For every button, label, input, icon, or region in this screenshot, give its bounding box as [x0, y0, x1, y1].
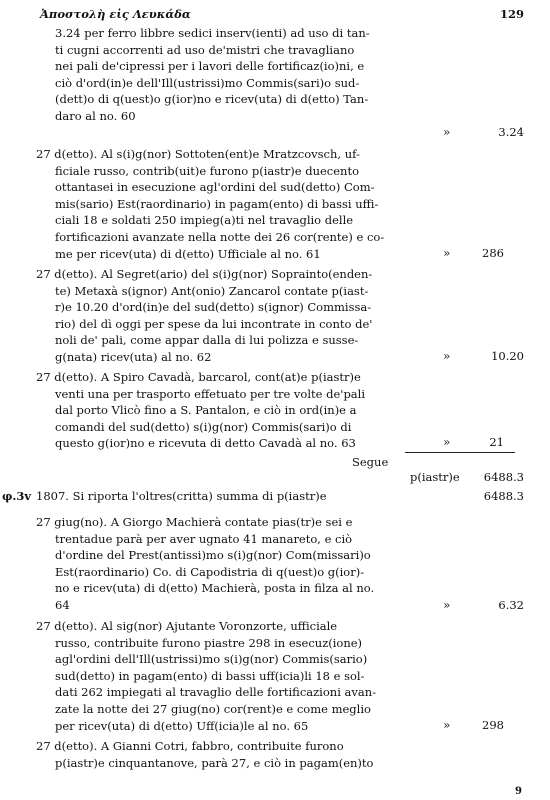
entry-line: 3.24 per ferro libbre sedici inserv(ienti) ad uso di tan- — [55, 26, 370, 40]
entry-line: agl'ordini dell'Ill(ustrissi)mo s(i)g(nor) Commis(sario) — [55, 652, 368, 667]
entry-line: p(iastr)e cinquantanove, parà 27, e ciò in pagam(en)to — [55, 755, 374, 770]
page-number: 129 — [500, 7, 525, 21]
entry-line: 27 d(etto). Al sig(nor) Ajutante Voronzorte, ufficiale — [36, 619, 338, 633]
entry-line: questo g(ior)no e ricevuta di detto Cavadà al no. 63 — [55, 436, 356, 451]
entry-line: dal porto Vlicò fino a S. Pantalon, e ciò in ord(in)e a — [55, 403, 357, 418]
guillemet-mark: » — [443, 125, 451, 139]
entry-line: te) Metaxà s(ignor) Ant(onio) Zancarol contate p(iast- — [55, 283, 369, 298]
ledger-entry-61 — [36, 146, 396, 262]
entry-line: nei pali de'cipressi per i lavori delle fortificaz(io)ni, e — [55, 59, 365, 74]
entry-amount: 286 — [482, 246, 504, 260]
ledger-entry-60 — [55, 25, 385, 125]
entry-line: d'ordine del Prest(antissi)mo s(i)g(nor) Com(missari)o — [55, 548, 371, 563]
carry-forward-amount: 6488.3 — [483, 489, 524, 503]
entry-line: dati 262 impiegati al travaglio delle fortificazioni avan- — [55, 685, 377, 700]
entry-line: ficiale russo, contrib(uit)e furono p(iastr)e duecento — [55, 163, 359, 178]
entry-line: g(nata) ricev(uta) al no. 62 — [55, 349, 212, 364]
entry-line: r)e 10.20 d'ord(in)e del sud(detto) s(ignor) Commissa- — [55, 300, 372, 315]
ledger-entry-cotri — [36, 738, 396, 771]
entry-line: 27 d(etto). Al Segret(ario) del s(i)g(nor) Soprainto(enden- — [36, 267, 373, 281]
entry-line: russo, contribuite furono piastre 298 in esecuz(ione) — [55, 635, 363, 650]
entry-amount: 21 — [489, 435, 504, 449]
entry-line: trentadue parà per aver ugnato 41 manareto, e ciò — [55, 531, 353, 546]
entry-line: 27 d(etto). Al s(i)g(nor) Sottoten(ent)e Mratzcovsch, uf- — [36, 147, 360, 161]
entry-line: noli de' pali, come appar dalla di lui polizza e susse- — [55, 333, 359, 348]
entry-amount: 6.32 — [498, 598, 524, 612]
entry-line: per ricev(uta) di d(etto) Uff(icia)le al no. 65 — [55, 718, 309, 733]
folio-marker: φ.3v — [2, 489, 32, 503]
entry-line: zate la notte dei 27 giug(no) cor(rent)e e come meglio — [55, 701, 371, 716]
entry-line: 27 giug(no). A Giorgo Machierà contate pias(tr)e sei e — [36, 515, 353, 529]
entry-line: no e ricev(uta) di d(etto) Machierà, posta in filza al no. — [55, 581, 375, 596]
entry-amount: 3.24 — [498, 125, 524, 139]
total-rule — [405, 452, 515, 453]
guillemet-mark: » — [443, 246, 451, 260]
guillemet-mark: » — [443, 718, 451, 732]
entry-line: ottantasei in esecuzione agl'ordini del sud(detto) Com- — [55, 180, 375, 195]
entry-line: 27 d(etto). A Gianni Cotri, fabbro, contribuite furono — [36, 739, 344, 753]
entry-line: venti una per trasporto effetuato per tre volte de'pali — [55, 386, 366, 401]
entry-amount: 10.20 — [491, 349, 524, 363]
entry-line: 64 — [55, 597, 70, 612]
entry-line: ciò d'ord(in)e dell'Ill(ustrissi)mo Commis(sari)o sud- — [55, 75, 360, 90]
entry-line: sud(detto) in pagam(ento) di bassi uff(icia)li 18 e sol- — [55, 668, 365, 683]
entry-line: ciali 18 e soldati 250 impieg(a)ti nel travaglio delle — [55, 213, 354, 228]
ledger-entry-64 — [36, 514, 396, 614]
guillemet-mark: » — [443, 349, 451, 363]
entry-line: daro al no. 60 — [55, 108, 136, 123]
segue-currency: p(iastr)e — [410, 470, 460, 484]
running-title: Ἀποστολὴ εἰς Λευκάδα — [40, 7, 191, 21]
signature-mark: 9 — [515, 786, 522, 797]
entry-line: ti cugni accorrenti ad uso de'mistri che travagliano — [55, 42, 355, 57]
ledger-entry-65 — [36, 618, 396, 734]
entry-line: 27 d(etto). A Spiro Cavadà, barcarol, cont(at)e p(iastr)e — [36, 370, 361, 384]
carry-forward-text: 1807. Si riporta l'oltres(critta) summa di p(iastr)e — [36, 489, 327, 503]
entry-line: rio) del dì oggi per spese da lui incontrate in conto de' — [55, 316, 373, 331]
ledger-entry-63 — [36, 369, 396, 452]
ledger-entry-62 — [36, 266, 396, 366]
guillemet-mark: » — [443, 598, 451, 612]
entry-line: mis(sario) Est(raordinario) in pagam(ento) di bassi uffi- — [55, 196, 379, 211]
entry-line: comandi del sud(detto) s(i)g(nor) Commis(sari)o di — [55, 419, 352, 434]
entry-amount: 298 — [482, 718, 504, 732]
entry-line: (dett)o di q(uest)o g(ior)no e ricev(uta) di d(etto) Tan- — [55, 92, 369, 107]
guillemet-mark: » — [443, 435, 451, 449]
entry-line: Est(raordinario) Co. di Capodistria di q(uest)o g(ior)- — [55, 564, 365, 579]
entry-line: me per ricev(uta) di d(etto) Ufficiale al no. 61 — [55, 246, 321, 261]
entry-line: fortificazioni avanzate nella notte dei 26 cor(rente) e co- — [55, 229, 385, 244]
segue-label: Segue — [352, 455, 389, 469]
segue-amount: 6488.3 — [483, 470, 524, 484]
